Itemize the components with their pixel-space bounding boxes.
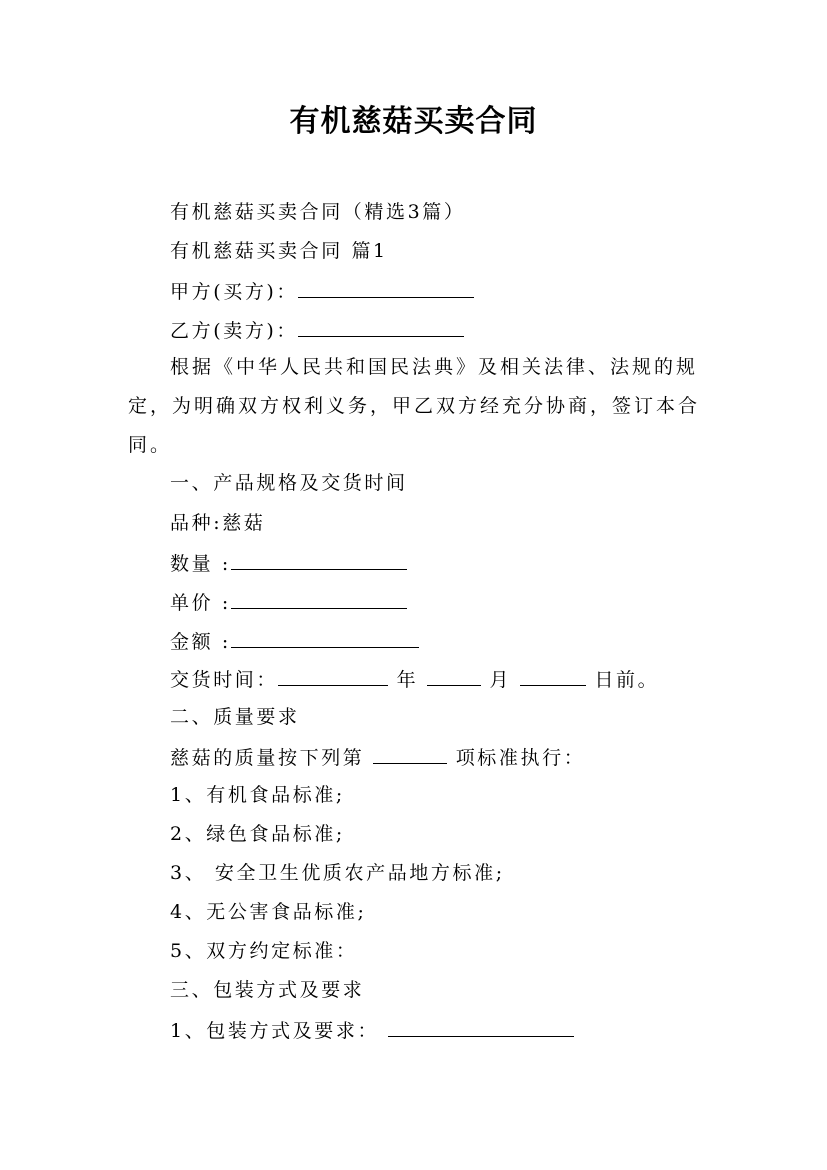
criteria-item-2: 2、绿色食品标准; (170, 823, 345, 845)
delivery-month-blank (427, 665, 481, 686)
party-b-label: 乙方(卖方)： (170, 320, 299, 342)
part-heading: 有机慈菇买卖合同 篇1 (170, 240, 388, 262)
variety-line: 品种:慈菇 (170, 512, 266, 534)
party-a-line (170, 277, 474, 305)
criteria-item-3: 3、 安全卫生优质农产品地方标准; (170, 862, 505, 884)
delivery-label: 交货时间： (170, 669, 279, 691)
section3-heading: 三、包装方式及要求 (170, 979, 365, 1001)
before-day-label: 日前。 (594, 669, 660, 691)
month-label: 月 (489, 669, 512, 691)
party-a-label: 甲方(买方)： (170, 281, 299, 303)
criteria-blank (373, 743, 447, 764)
document-subtitle: 有机慈菇买卖合同（精选3篇） (170, 201, 466, 223)
delivery-year-blank (278, 665, 388, 686)
amount-line (170, 627, 419, 655)
section2-heading: 二、质量要求 (170, 706, 300, 728)
criteria-item-5: 5、双方约定标准： (170, 940, 358, 962)
amount-label: 金额 : (170, 631, 231, 653)
quantity-label: 数量 : (170, 553, 231, 575)
delivery-time-line (170, 665, 659, 693)
section1-heading: 一、产品规格及交货时间 (170, 472, 408, 494)
criteria-line (170, 743, 585, 771)
packaging-line (170, 1016, 574, 1044)
quantity-blank (231, 549, 407, 570)
party-b-line (170, 316, 464, 344)
criteria-item-4: 4、无公害食品标准; (170, 901, 367, 923)
party-b-blank (298, 316, 464, 337)
criteria-item-1: 1、有机食品标准; (170, 784, 345, 806)
packaging-blank (388, 1016, 574, 1037)
amount-blank (231, 627, 419, 648)
quantity-line (170, 549, 407, 577)
criteria-prefix: 慈菇的质量按下列第 (170, 747, 365, 769)
party-a-blank (298, 277, 474, 298)
intro-paragraph: 根据《中华人民共和国民法典》及相关法律、法规的规定，为明确双方权利义务，甲乙双方经充分协商，签订本合同。 (128, 356, 701, 456)
packaging-label: 1、包装方式及要求： (170, 1020, 380, 1042)
unit-price-line (170, 588, 407, 616)
document-title: 有机慈菇买卖合同 (289, 104, 538, 139)
unit-price-blank (231, 588, 407, 609)
criteria-suffix: 项标准执行： (455, 747, 586, 769)
delivery-day-blank (520, 665, 586, 686)
unit-price-label: 单价 : (170, 592, 231, 614)
year-label: 年 (396, 669, 419, 691)
